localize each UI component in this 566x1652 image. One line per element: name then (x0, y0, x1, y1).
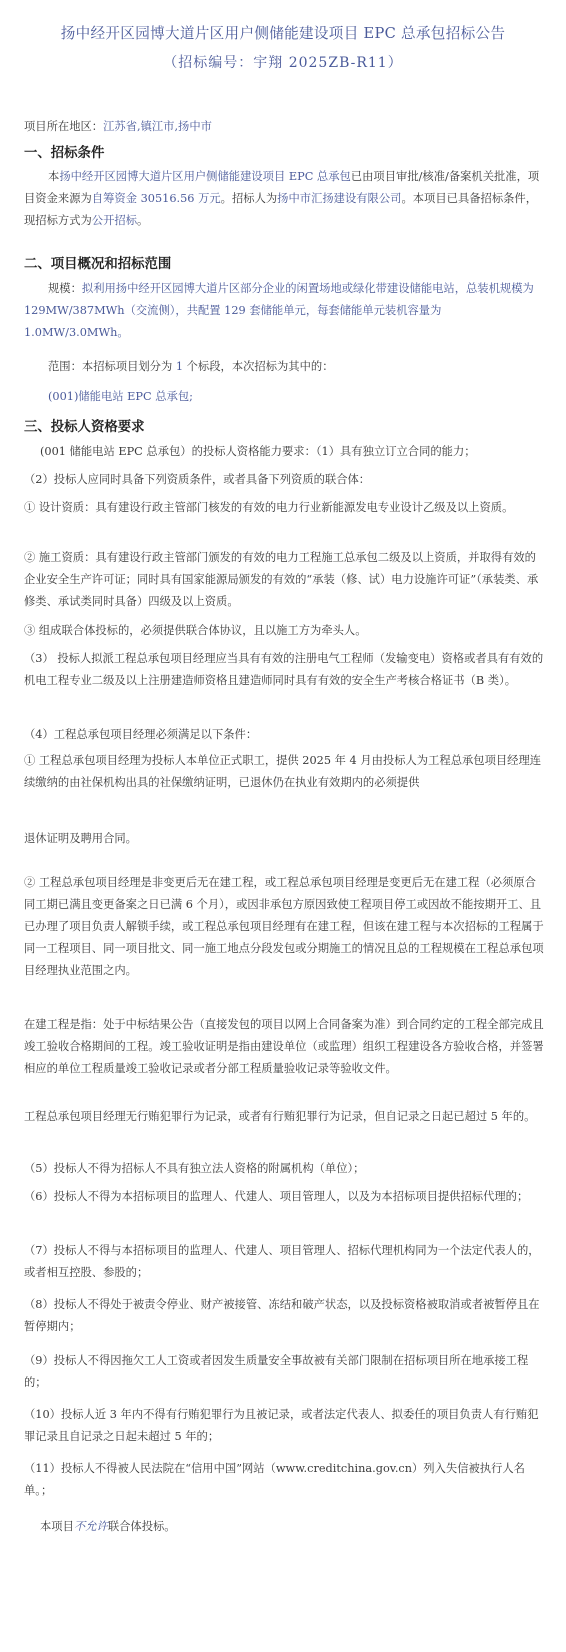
tender-method: 公开招标 (91, 214, 137, 227)
joint-bid-text: 本项目 (40, 1520, 74, 1533)
section1-text: 。 (137, 214, 149, 227)
qualification-2: （2）投标人应同时具备下列资质条件，或者具备下列资质的联合体： (24, 473, 371, 486)
scale-text: 拟利用扬中经开区园博大道片区部分企业的闲置场地或绿化带建设储能电站，总装机规模为 129MW/387MWh（交流侧），共配置 129 套储能单元，每套储能单元装机容量为 1.0MW/3.0MWh。 (24, 282, 534, 339)
qualification-7: （7）投标人不得与本招标项目的监理人、代建人、项目管理人、招标代理机构同为一个法定代表人的，或者相互控股、参股的； (24, 1244, 540, 1279)
location-label: 项目所在地区： (24, 120, 104, 133)
location-value: 江苏省,镇江市,扬中市 (103, 120, 212, 133)
scale-label: 规模： (48, 282, 82, 295)
qualification-6: （6）投标人不得为本招标项目的监理人、代建人、项目管理人，以及为本招标项目提供招标代理的； (24, 1190, 529, 1203)
scale-paragraph (24, 278, 544, 344)
qualification-2b: ② 施工资质：具有建设行政主管部门颁发的有效的电力工程施工总承包二级及以上资质，并取得有效的企业安全生产许可证；同时具有国家能源局颁发的有效的“承装（修、试）电力设施许可证”（承装类、承修类、承试类同时具备）四级及以上资质。 (24, 551, 539, 608)
qualification-2c: ③ 组成联合体投标的，必须提供联合体协议，且以施工方为牵头人。 (24, 624, 367, 637)
section1-text: 。本项目已具备招标条件，现招标方式为 (24, 192, 538, 227)
qualification-4c: 在建工程是指：处于中标结果公告（直接发包的项目以网上合同备案为准）到合同约定的工程全部完成且竣工验收合格期间的工程。竣工验收证明是指由建设单位（或监理）组织工程建设各方验收合格，并签署相应的单位工程质量竣工验收记录或者分部工程质量验收记录等验收文件。 (24, 1018, 544, 1075)
lot-count: 1 (175, 360, 184, 373)
qualification-8: （8）投标人不得处于被责令停业、财产被接管、冻结和破产状态，以及投标资格被取消或者被暂停且在暂停期内； (24, 1298, 540, 1333)
qualification-9: （9）投标人不得因拖欠工人工资或者因发生质量安全事故被有关部门限制在招标项目所在地承接工程的； (24, 1354, 529, 1389)
scope-paragraph (48, 356, 544, 378)
joint-bid-statement (40, 1516, 544, 1538)
section1-text: 已由项目审批/核准/备案机关批准，项目资金来源为 (24, 170, 540, 205)
qualification-5: （5）投标人不得为招标人不具有独立法人资格的附属机构（单位）； (24, 1162, 365, 1175)
section2-heading: 二、项目概况和招标范围 (24, 257, 172, 272)
qualification-4a-continued: 退休证明及聘用合同。 (24, 832, 137, 845)
qualification-3: （3） 投标人拟派工程总承包项目经理应当具有有效的注册电气工程师（发输变电）资格或者具有有效的机电工程专业二级及以上注册建造师资格且建造师同时具有有效的安全生产考核合格证书（B 类）。 (24, 652, 544, 687)
tender-code: （招标编号：宇翔 2025ZB-R11） (163, 55, 403, 71)
joint-bid-text: 联合体投标。 (107, 1520, 176, 1533)
project-location (24, 116, 544, 138)
section1-heading: 一、招标条件 (24, 146, 105, 161)
section3-heading: 三、投标人资格要求 (24, 420, 145, 435)
qualification-intro: (001 储能电站 EPC 总承包）的投标人资格能力要求：（1）具有独立订立合同的能力； (40, 445, 476, 458)
section1-text: 本 (48, 170, 60, 183)
qualification-4: （4）工程总承包项目经理必须满足以下条件： (24, 728, 258, 741)
qualification-10: （10）投标人近 3 年内不得有行贿犯罪行为且被记录，或者法定代表人、拟委任的项目负责人有行贿犯罪记录且自记录之日起未超过 5 年的； (24, 1408, 539, 1443)
scope-text: 范围：本招标项目划分为 (48, 360, 176, 373)
fund-source: 自筹资金 30516.56 万元 (91, 192, 221, 205)
section1-text: 。招标人为 (220, 192, 278, 205)
lot-item: (001)储能电站 EPC 总承包; (48, 390, 193, 403)
joint-bid-value: 不允许 (73, 1520, 108, 1533)
tenderer-name: 扬中市汇扬建设有限公司 (277, 192, 402, 205)
qualification-4b: ② 工程总承包项目经理是非变更后无在建工程，或工程总承包项目经理是变更后无在建工程（必须原合同工期已满且变更备案之日已满 6 个月），或因非承包方原因致使工程项目停工或因故不能按期开工、且已办理了项目负责人解锁手续，或工程总承包项目经理有在建工程，但该在建工程与本次招标的工程属于同一工程项目、同一项目批文、同一施工地点分段发包或分期施工的情况且总的工程规模在工程总承包项目经理执业范围之内。 (24, 876, 544, 977)
section1-paragraph (24, 166, 544, 232)
qualification-11: （11）投标人不得被人民法院在“信用中国”网站（www.creditchina.gov.cn）列入失信被执行人名单。； (24, 1462, 525, 1497)
scope-text: 个标段，本次招标为其中的： (183, 360, 334, 373)
qualification-4a: ① 工程总承包项目经理为投标人本单位正式职工，提供 2025 年 4 月由投标人为工程总承包项目经理连续缴纳的由社保机构出具的社保缴纳证明，已退休仍在执业有效期内的必须提供 (24, 754, 542, 789)
qualification-2a: ① 设计资质：具有建设行政主管部门核发的有效的电力行业新能源发电专业设计乙级及以上资质。 (24, 501, 514, 514)
page-title: 扬中经开区园博大道片区用户侧储能建设项目 EPC 总承包招标公告 (60, 25, 506, 42)
project-name: 扬中经开区园博大道片区用户侧储能建设项目 EPC 总承包 (59, 170, 351, 183)
qualification-4d: 工程总承包项目经理无行贿犯罪行为记录，或者有行贿犯罪行为记录，但自记录之日起已超过 5 年的。 (24, 1110, 536, 1123)
